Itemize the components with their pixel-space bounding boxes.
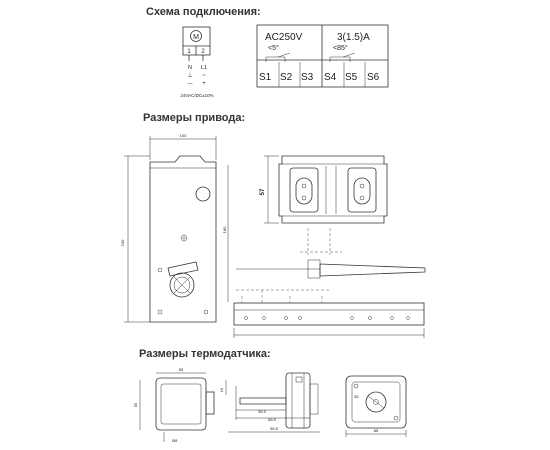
- drive-width-dim: 100: [179, 133, 187, 138]
- switch-voltage-rating: AC250V: [265, 32, 303, 43]
- terminal-s5: S5: [345, 72, 358, 83]
- thermo-sensor-front-view: [133, 367, 214, 443]
- aux-switch-diagram: [257, 25, 388, 87]
- motor-symbol: M: [193, 34, 199, 41]
- supply-voltage-label: 24VAC/DC±10%: [180, 93, 214, 98]
- terminal-2-label: 2: [201, 49, 205, 55]
- sensor-top-width-dim: 85: [373, 428, 379, 433]
- terminal-s1: S1: [259, 72, 272, 83]
- motor-wiring-diagram: [180, 27, 213, 98]
- sensor-probe-length-dim: 56.5: [258, 409, 266, 414]
- sensor-diameter-dim: Ø8: [172, 438, 178, 443]
- label-tilde: ~: [202, 73, 206, 79]
- drive-side-height-dim: 57: [260, 188, 266, 196]
- actuator-side-view: [260, 156, 387, 255]
- label-ground: ⊥: [187, 73, 193, 79]
- thermo-sensor-side-view: [219, 373, 320, 432]
- sensor-overall-length-dim: 66.5: [268, 417, 276, 422]
- drive-dimensions-heading: Размеры привода:: [143, 112, 246, 124]
- label-plus: +: [202, 81, 206, 87]
- terminal-s4: S4: [324, 72, 337, 83]
- drive-height-dim: 240: [120, 239, 125, 247]
- sensor-total-length-dim: 96.5: [270, 426, 278, 431]
- drive-inner-height-dim: 180: [222, 226, 227, 234]
- sensor-top-diameter-dim: 35: [354, 394, 359, 399]
- mounting-bracket-view: [234, 252, 425, 338]
- terminal-s2: S2: [280, 72, 293, 83]
- switch-current-rating: 3(1.5)A: [337, 32, 370, 43]
- wiring-heading: Схема подключения:: [146, 6, 261, 18]
- sensor-offset-dim: 15: [219, 387, 224, 393]
- label-n: N: [188, 65, 192, 71]
- terminal-s6: S6: [367, 72, 380, 83]
- switch-angle-2: <85°: [333, 45, 348, 52]
- actuator-front-view: [120, 133, 228, 322]
- sensor-width-dim: 55: [178, 367, 184, 372]
- label-minus: —: [187, 81, 193, 87]
- thermo-sensor-top-view: [346, 376, 406, 437]
- label-l1: L1: [200, 65, 208, 71]
- sensor-dimensions-heading: Размеры термодатчика:: [139, 348, 271, 360]
- terminal-s3: S3: [301, 72, 314, 83]
- switch-angle-1: <5°: [268, 45, 279, 52]
- sensor-height-dim: 55: [133, 402, 138, 408]
- terminal-1-label: 1: [187, 49, 191, 55]
